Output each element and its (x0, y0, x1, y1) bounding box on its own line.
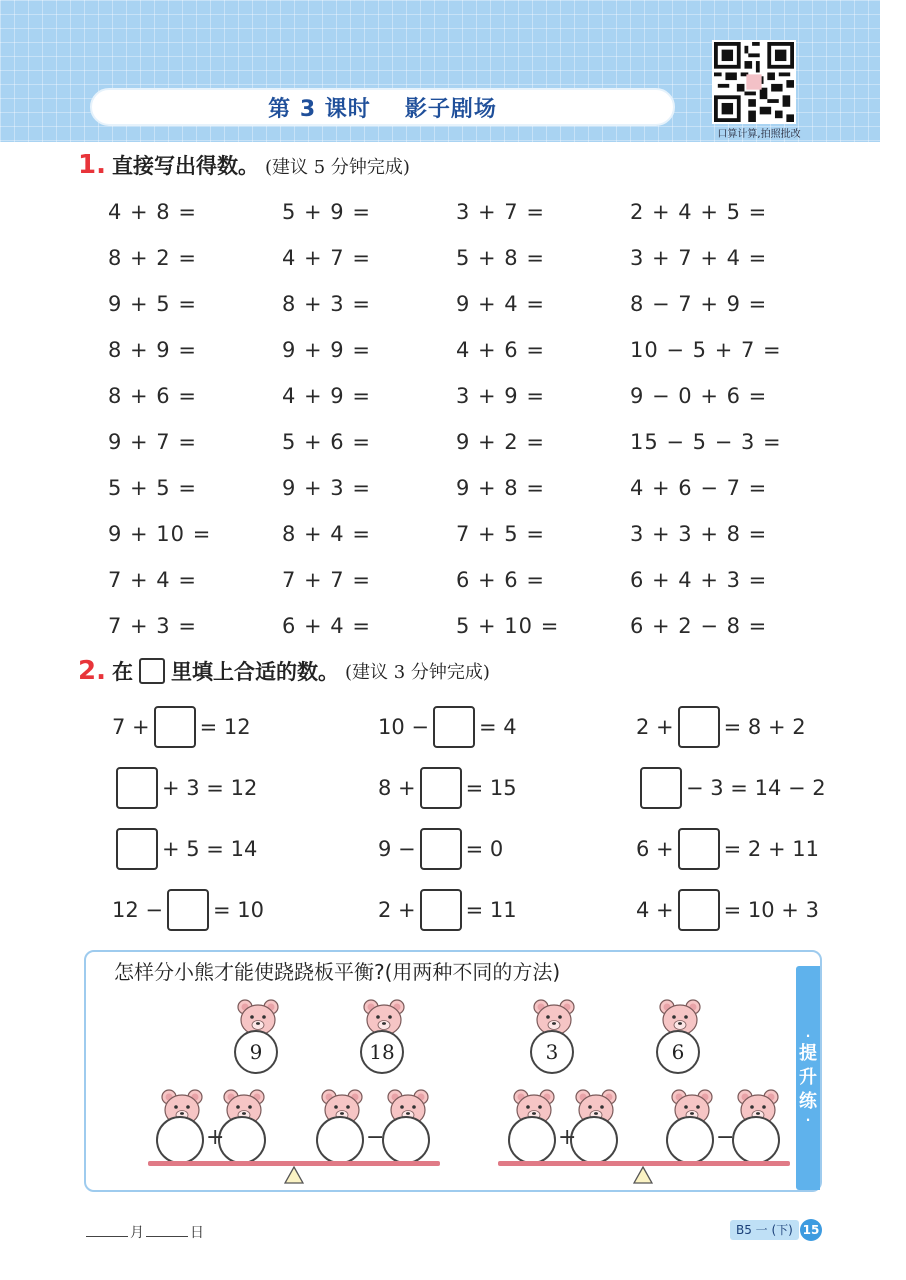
section-1-heading (78, 150, 410, 180)
equation-item: 8 + 9 = (108, 338, 197, 362)
answer-circle[interactable] (732, 1116, 780, 1164)
equation-suffix: = 12 (199, 715, 251, 739)
equation-item: 9 + 2 = (456, 430, 545, 454)
lesson-title: 影子剧场 (404, 96, 497, 122)
day-blank[interactable] (146, 1236, 188, 1237)
month-label: 月 (130, 1225, 144, 1241)
section-2-number: 2. (78, 656, 106, 686)
answer-box[interactable] (167, 889, 209, 931)
equation-item: 9 + 8 = (456, 476, 545, 500)
section-1-hint: (建议 5 分钟完成) (264, 157, 410, 178)
equation-suffix: = 10 (213, 898, 264, 922)
month-blank[interactable] (86, 1236, 128, 1237)
blank-box-sample (139, 658, 165, 684)
equation-item: 7 + 5 = (456, 522, 545, 546)
equation-item: 6 + 6 = (456, 568, 545, 592)
page-number: 15 (800, 1219, 822, 1241)
equation-prefix: 2 + (636, 715, 674, 739)
equation-item: 8 + 4 = (282, 522, 371, 546)
answer-box[interactable] (433, 706, 475, 748)
operator-sign: + (206, 1125, 225, 1150)
answer-circle[interactable] (218, 1116, 266, 1164)
equation-item: 7 + 4 = (108, 568, 197, 592)
answer-box[interactable] (420, 889, 462, 931)
equation-item: 15 − 5 − 3 = (630, 430, 782, 454)
number-circle: 18 (360, 1030, 404, 1074)
grade-tag: B5 一 (下) (730, 1220, 799, 1240)
fill-in-equation (636, 706, 806, 748)
fill-in-equation (112, 828, 257, 870)
equation-suffix: = 2 + 11 (723, 837, 819, 861)
equation-item: 3 + 7 + 4 = (630, 246, 768, 270)
side-tab-char: 提 (799, 1043, 817, 1064)
equation-suffix: + 3 = 12 (162, 776, 258, 800)
fill-in-equation (636, 767, 826, 809)
answer-circle[interactable] (666, 1116, 714, 1164)
answer-box[interactable] (420, 828, 462, 870)
operator-sign: − (366, 1125, 385, 1150)
fulcrum-icon (633, 1166, 653, 1184)
section-1-number: 1. (78, 150, 106, 180)
equation-item: 5 + 6 = (282, 430, 371, 454)
day-label: 日 (190, 1225, 204, 1241)
equation-suffix: = 15 (465, 776, 517, 800)
equation-suffix: + 5 = 14 (162, 837, 258, 861)
answer-box[interactable] (678, 706, 720, 748)
number-circle: 9 (234, 1030, 278, 1074)
lesson-label: 第 3 课时 (268, 96, 371, 122)
answer-circle[interactable] (316, 1116, 364, 1164)
answer-box[interactable] (116, 828, 158, 870)
equation-prefix: 12 − (112, 898, 163, 922)
number-circle: 3 (530, 1030, 574, 1074)
fill-in-equation (636, 889, 819, 931)
section-2-title-after: 里填上合适的数。 (170, 660, 339, 684)
fulcrum-icon (284, 1166, 304, 1184)
equation-item: 8 + 6 = (108, 384, 197, 408)
equation-item: 9 + 5 = (108, 292, 197, 316)
equation-item: 7 + 3 = (108, 614, 197, 638)
equation-item: 4 + 9 = (282, 384, 371, 408)
equation-item: 5 + 9 = (282, 200, 371, 224)
side-tab-practice: · 提 升 练 · (796, 966, 820, 1190)
answer-box[interactable] (678, 889, 720, 931)
fill-in-equation (112, 706, 251, 748)
equation-item: 3 + 7 = (456, 200, 545, 224)
equation-suffix: − 3 = 14 − 2 (686, 776, 826, 800)
equation-item: 8 + 2 = (108, 246, 197, 270)
answer-circle[interactable] (508, 1116, 556, 1164)
equation-item: 4 + 8 = (108, 200, 197, 224)
section-2-hint: (建议 3 分钟完成) (344, 662, 490, 683)
qr-code-icon[interactable] (712, 40, 796, 124)
equation-suffix: = 8 + 2 (723, 715, 806, 739)
equation-item: 5 + 8 = (456, 246, 545, 270)
fill-in-equation (378, 828, 503, 870)
fill-in-equation (378, 767, 517, 809)
equation-item: 6 + 4 + 3 = (630, 568, 768, 592)
side-tab-char: 练 (799, 1091, 817, 1112)
date-field (84, 1222, 204, 1242)
equation-suffix: = 10 + 3 (723, 898, 819, 922)
equation-item: 6 + 4 = (282, 614, 371, 638)
equation-prefix: 8 + (378, 776, 416, 800)
fill-in-equation (378, 889, 517, 931)
equation-item: 4 + 7 = (282, 246, 371, 270)
equation-item: 5 + 5 = (108, 476, 197, 500)
equation-suffix: = 11 (465, 898, 517, 922)
qr-caption: 口算计算,拍照批改 (717, 129, 801, 140)
equation-item: 10 − 5 + 7 = (630, 338, 782, 362)
answer-circle[interactable] (382, 1116, 430, 1164)
equation-prefix: 10 − (378, 715, 429, 739)
fill-in-equation (378, 706, 517, 748)
equation-item: 7 + 7 = (282, 568, 371, 592)
equation-item: 3 + 3 + 8 = (630, 522, 768, 546)
answer-box[interactable] (640, 767, 682, 809)
number-circle: 6 (656, 1030, 700, 1074)
equation-prefix: 7 + (112, 715, 150, 739)
fill-in-equation (112, 889, 264, 931)
equation-prefix: 9 − (378, 837, 416, 861)
side-tab-char: 升 (799, 1067, 817, 1088)
equation-item: 4 + 6 = (456, 338, 545, 362)
answer-box[interactable] (678, 828, 720, 870)
operator-sign: − (716, 1125, 735, 1150)
equation-item: 5 + 10 = (456, 614, 560, 638)
equation-item: 8 − 7 + 9 = (630, 292, 768, 316)
equation-item: 9 + 10 = (108, 522, 212, 546)
answer-circle[interactable] (156, 1116, 204, 1164)
equation-item: 9 + 3 = (282, 476, 371, 500)
answer-box[interactable] (420, 767, 462, 809)
section-2-heading (78, 656, 490, 686)
fill-in-equation (636, 828, 819, 870)
equation-item: 8 + 3 = (282, 292, 371, 316)
equation-item: 3 + 9 = (456, 384, 545, 408)
answer-box[interactable] (154, 706, 196, 748)
answer-circle[interactable] (570, 1116, 618, 1164)
equation-prefix: 4 + (636, 898, 674, 922)
section-2-title-before: 在 (111, 660, 133, 684)
equation-item: 4 + 6 − 7 = (630, 476, 768, 500)
equation-prefix: 2 + (378, 898, 416, 922)
fill-in-equation (112, 767, 257, 809)
equation-prefix: 6 + (636, 837, 674, 861)
section-1-title: 直接写出得数。 (111, 154, 259, 178)
equation-item: 9 − 0 + 6 = (630, 384, 768, 408)
equation-suffix: = 0 (465, 837, 504, 861)
operator-sign: + (558, 1125, 577, 1150)
equation-item: 9 + 9 = (282, 338, 371, 362)
practice-question: 怎样分小熊才能使跷跷板平衡?(用两种不同的方法) (114, 960, 561, 984)
answer-box[interactable] (116, 767, 158, 809)
equation-suffix: = 4 (479, 715, 517, 739)
equation-item: 9 + 4 = (456, 292, 545, 316)
equation-item: 6 + 2 − 8 = (630, 614, 768, 638)
page-title (90, 88, 675, 126)
equation-item: 2 + 4 + 5 = (630, 200, 768, 224)
equation-item: 9 + 7 = (108, 430, 197, 454)
